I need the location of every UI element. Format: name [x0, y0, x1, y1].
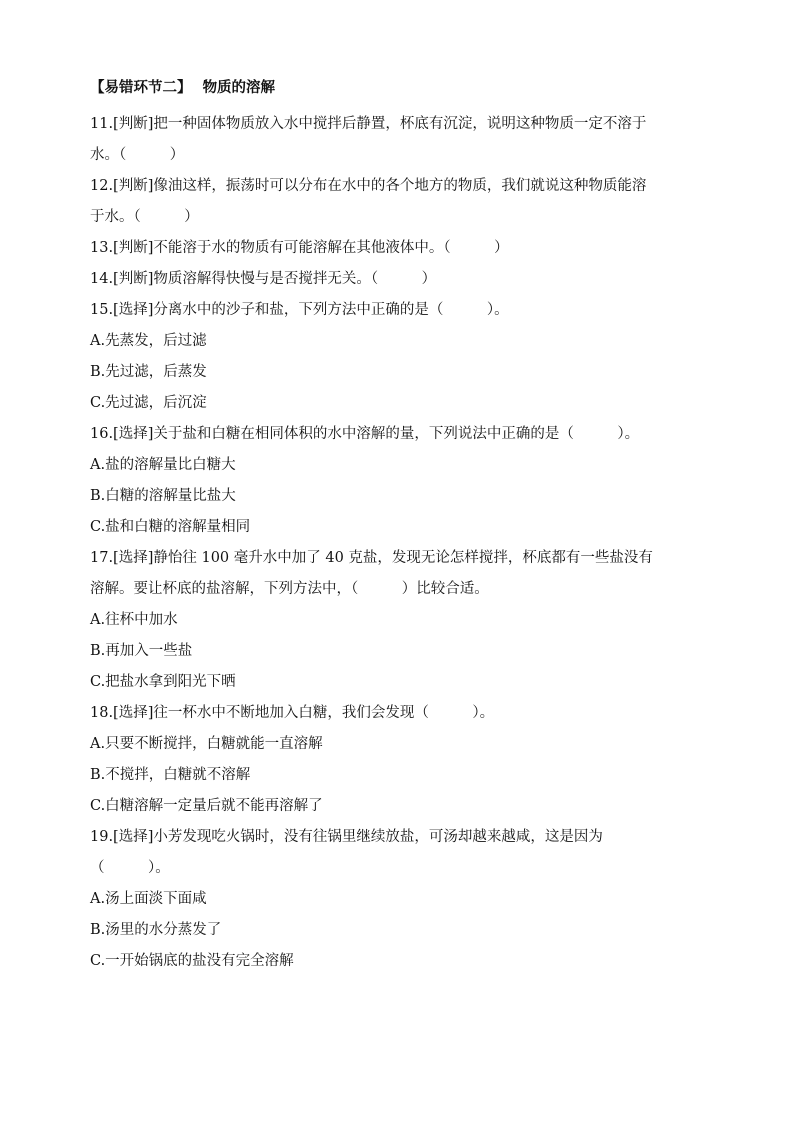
question-item [90, 171, 710, 233]
question-line: 11.[判断]把一种固体物质放入水中搅拌后静置，杯底有沉淀，说明这种物质一定不溶于 [90, 116, 647, 132]
question-line: 19.[选择]小芳发现吃火锅时，没有往锅里继续放盐，可汤却越来越咸，这是因为 [90, 829, 603, 845]
section-heading [90, 78, 710, 109]
question-text [90, 543, 710, 605]
answer-option: B.不搅拌，白糖就不溶解 [90, 767, 251, 783]
question-line: 18.[选择]往一杯水中不断地加入白糖，我们会发现（ ）。 [90, 705, 495, 721]
question-list [90, 109, 710, 977]
question-item [90, 822, 710, 977]
worksheet-page [90, 78, 710, 977]
question-line: 溶解。要让杯底的盐溶解，下列方法中，（ ）比较合适。 [90, 581, 489, 597]
question-line: 16.[选择]关于盐和白糖在相同体积的水中溶解的量，下列说法中正确的是（ ）。 [90, 426, 640, 442]
section-bracket-title: 【易错环节二】 [90, 80, 192, 96]
answer-option: C.把盐水拿到阳光下晒 [90, 674, 236, 690]
answer-option: C.白糖溶解一定量后就不能再溶解了 [90, 798, 323, 814]
section-title: 物质的溶解 [202, 80, 276, 96]
answer-option: C.盐和白糖的溶解量相同 [90, 519, 251, 535]
question-text [90, 295, 710, 326]
question-line: 14.[判断]物质溶解得快慢与是否搅拌无关。（ ） [90, 271, 437, 287]
question-line: 17.[选择]静怡往 100 毫升水中加了 40 克盐，发现无论怎样搅拌，杯底都有一些盐没有 [90, 550, 653, 566]
answer-option: C.先过滤，后沉淀 [90, 395, 207, 411]
question-text [90, 109, 710, 171]
answer-option: B.先过滤，后蒸发 [90, 364, 207, 380]
question-text [90, 264, 710, 295]
question-item [90, 264, 710, 295]
question-line: 12.[判断]像油这样，振荡时可以分布在水中的各个地方的物质，我们就说这种物质能溶 [90, 178, 647, 194]
question-text [90, 233, 710, 264]
answer-option: A.只要不断搅拌，白糖就能一直溶解 [90, 736, 323, 752]
question-text [90, 822, 710, 884]
question-item [90, 295, 710, 419]
answer-option: A.汤上面淡下面咸 [90, 891, 207, 907]
question-line: 于水。（ ） [90, 209, 199, 225]
answer-option: A.先蒸发，后过滤 [90, 333, 207, 349]
question-item [90, 109, 710, 171]
answer-option: B.白糖的溶解量比盐大 [90, 488, 236, 504]
answer-option: A.往杯中加水 [90, 612, 178, 628]
question-line: 13.[判断]不能溶于水的物质有可能溶解在其他液体中。（ ） [90, 240, 509, 256]
answer-option: B.再加入一些盐 [90, 643, 193, 659]
question-item [90, 419, 710, 543]
question-text [90, 419, 710, 450]
question-item [90, 233, 710, 264]
question-text [90, 698, 710, 729]
question-item [90, 698, 710, 822]
question-line: 水。（ ） [90, 147, 185, 163]
question-text [90, 171, 710, 233]
answer-option: A.盐的溶解量比白糖大 [90, 457, 236, 473]
question-item [90, 543, 710, 698]
answer-option: B.汤里的水分蒸发了 [90, 922, 222, 938]
question-line: 15.[选择]分离水中的沙子和盐，下列方法中正确的是（ ）。 [90, 302, 509, 318]
answer-option: C.一开始锅底的盐没有完全溶解 [90, 953, 294, 969]
question-line: （ ）。 [90, 860, 170, 876]
